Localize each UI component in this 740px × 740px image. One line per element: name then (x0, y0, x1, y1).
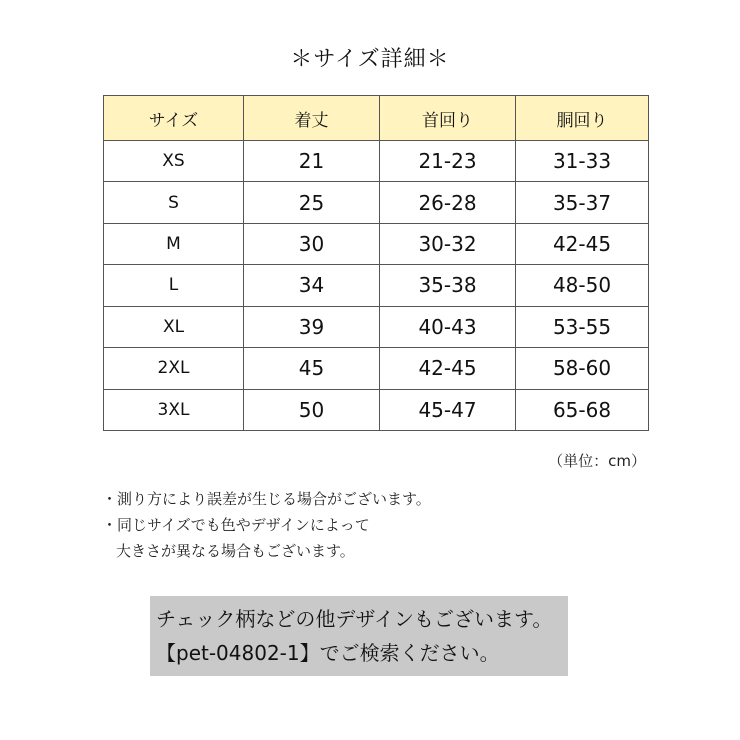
cell-length: 34 (244, 265, 380, 306)
cell-chest: 48-50 (516, 265, 649, 306)
note-line-2: ・同じサイズでも色やデザインによって (102, 516, 370, 534)
cell-length: 25 (244, 182, 380, 223)
table-row (104, 265, 649, 306)
banner-line-2: 【pet-04802-1】でご検索ください。 (156, 641, 500, 665)
cell-neck: 26-28 (380, 182, 516, 223)
table-row (104, 306, 649, 347)
cell-length: 45 (244, 348, 380, 389)
cell-size: 3XL (104, 389, 244, 430)
cell-neck: 21-23 (380, 141, 516, 182)
cell-size: S (104, 182, 244, 223)
note-line-1: ・測り方により誤差が生じる場合がございます。 (102, 490, 431, 508)
header-size: サイズ (104, 96, 244, 141)
cell-size: 2XL (104, 348, 244, 389)
banner-line-1: チェック柄などの他デザインもございます。 (156, 607, 553, 631)
cell-neck: 42-45 (380, 348, 516, 389)
cell-chest: 65-68 (516, 389, 649, 430)
header-length: 着丈 (244, 96, 380, 141)
cell-chest: 58-60 (516, 348, 649, 389)
cell-length: 21 (244, 141, 380, 182)
cell-neck: 45-47 (380, 389, 516, 430)
cell-size: L (104, 265, 244, 306)
table-row (104, 182, 649, 223)
cell-neck: 40-43 (380, 306, 516, 347)
table-row (104, 348, 649, 389)
cell-size: XS (104, 141, 244, 182)
header-neck: 首回り (380, 96, 516, 141)
cell-length: 50 (244, 389, 380, 430)
cell-length: 30 (244, 223, 380, 264)
cell-chest: 31-33 (516, 141, 649, 182)
size-table (103, 95, 649, 431)
table-row (104, 141, 649, 182)
note-line-3: 大きさが異なる場合もございます。 (116, 542, 355, 560)
cell-length: 39 (244, 306, 380, 347)
search-banner (150, 596, 568, 676)
header-chest: 胴回り (516, 96, 649, 141)
page-title: ＊サイズ詳細＊ (290, 47, 450, 72)
unit-label: （単位：cm） (548, 452, 646, 470)
cell-chest: 35-37 (516, 182, 649, 223)
notes (102, 486, 431, 564)
cell-chest: 42-45 (516, 223, 649, 264)
cell-neck: 30-32 (380, 223, 516, 264)
cell-chest: 53-55 (516, 306, 649, 347)
table-row (104, 389, 649, 430)
table-row (104, 223, 649, 264)
cell-size: M (104, 223, 244, 264)
table-header-row (104, 96, 649, 141)
cell-neck: 35-38 (380, 265, 516, 306)
cell-size: XL (104, 306, 244, 347)
